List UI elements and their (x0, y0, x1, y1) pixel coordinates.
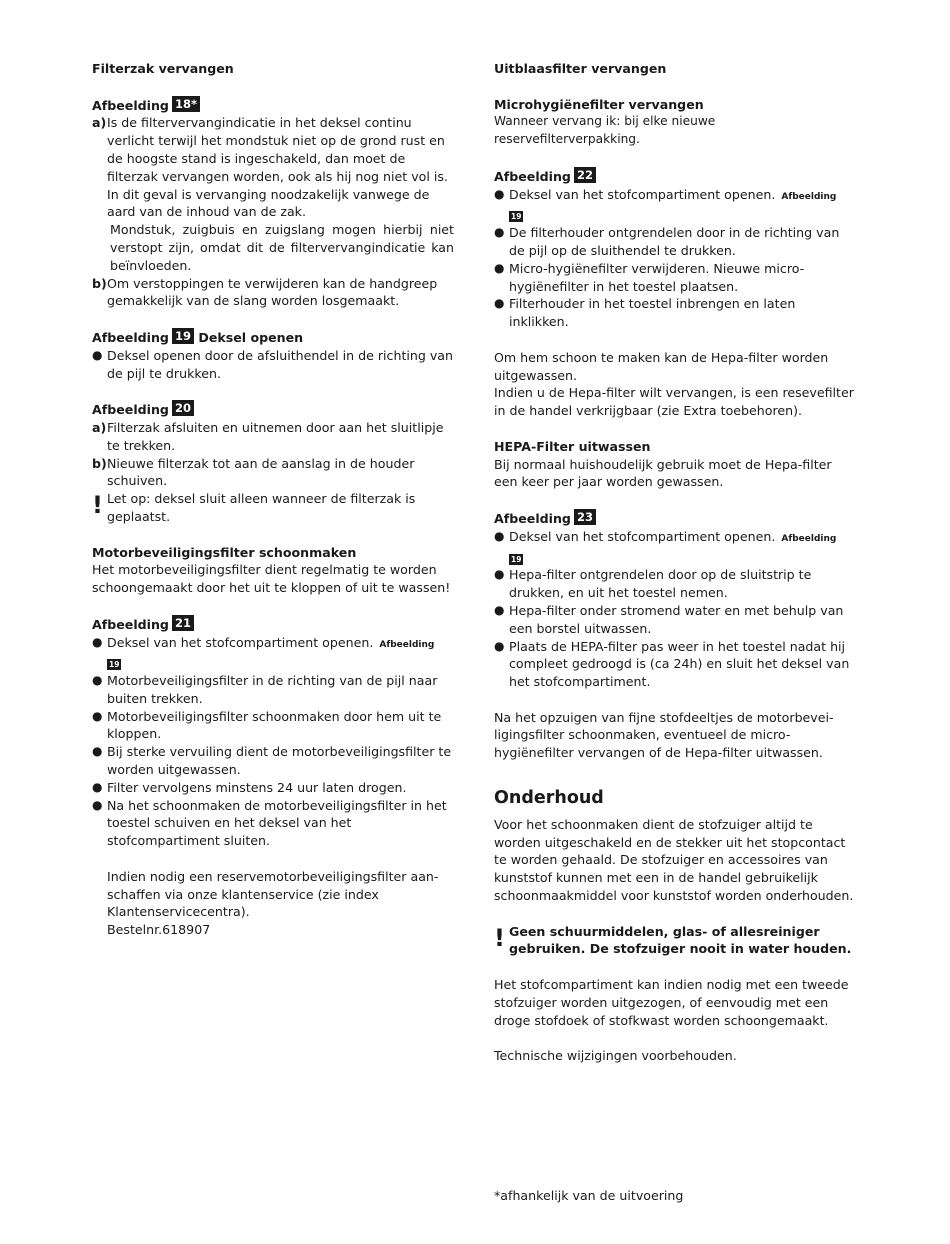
figure-label: Afbeelding (494, 510, 571, 526)
dust-compartment-text: Het stofcompartiment kan indien nodig met een tweede stofzuiger worden uitgezogen, of eenvoudig met een droge stofdoek of stofkwast worden schoongemaakt. (494, 977, 849, 1028)
figure-badge: 19 (172, 328, 194, 344)
fine-dust-text: Na het opzuigen van fijne stofdeeltjes de motorbevei-ligingsfilter schoonmaken, eventueel de micro-hygiënefilter vervangen of de Hepa-filter uitwassen. (494, 709, 834, 761)
order-number: Bestelnr.618907 (107, 922, 211, 938)
bullet-icon: ● (92, 347, 103, 362)
bullet-icon: ● (494, 225, 505, 240)
bullet-icon: ● (92, 797, 103, 812)
figure-badge: 21 (172, 615, 194, 631)
list-item-text: Hepa-filter ontgrendelen door op de sluitstrip te drukken, en uit het toestel nemen. (509, 567, 812, 601)
figure-ref-badge: 19 (109, 660, 120, 670)
figure-ref-badge: 19 (511, 554, 522, 564)
figure-badge: 20 (172, 400, 194, 416)
bullet-icon: ● (92, 779, 103, 794)
list-item (494, 224, 856, 260)
figure-18-heading (92, 96, 454, 115)
list-item-text: Motorbeveiligingsfilter schoonmaken door hem uit te kloppen. (107, 708, 442, 742)
figure-badge: 22 (574, 167, 596, 183)
bullet-icon: ● (494, 296, 505, 311)
list-item-text: De filterhouder ontgrendelen door in de richting van de pijl op de sluithendel te drukken. (509, 225, 840, 258)
motor-filter-heading: Motorbeveiligingsfilter schoonmaken (92, 544, 357, 560)
hepa-wash-heading: HEPA-Filter uitwassen (494, 438, 651, 454)
bullet-icon: ● (92, 673, 103, 688)
step-b (92, 275, 454, 311)
list-item (494, 186, 856, 225)
micro-filter-heading: Microhygiënefilter vervangen (494, 96, 704, 112)
list-item (92, 708, 454, 744)
footnote: *afhankelijk van de uitvoering (494, 1188, 684, 1203)
hepa-paragraph-1: Om hem schoon te maken kan de Hepa-filter worden uitgewassen. (494, 349, 829, 383)
list-item-text: Filter vervolgens minstens 24 uur laten drogen. (107, 779, 407, 795)
list-item-text: Deksel openen door de afsluithendel in de richting van de pijl te drukken. (107, 347, 454, 381)
hepa-paragraph-2: Indien u de Hepa-filter wilt vervangen, is een resevefilter in de handel verkrijgbaar (zie Extra toebehoren). (494, 385, 854, 419)
figure-badge: 23 (574, 509, 596, 525)
technical-changes-note: Technische wijzigingen voorbehouden. (494, 1048, 737, 1064)
list-item (494, 528, 856, 567)
bullet-icon: ● (494, 602, 505, 617)
bullet-icon: ● (92, 708, 103, 723)
list-item (92, 634, 454, 673)
step-text: Filterzak afsluiten en uitnemen door aan het sluitlipje te trekken. (107, 419, 444, 453)
list-item-text: Bij sterke vervuiling dient de motorbeveiligingsfilter te worden uitgewassen. (107, 744, 452, 778)
list-item (494, 295, 856, 331)
list-item-text: Micro-hygiënefilter verwijderen. Nieuwe micro-hygiënefilter in het toestel plaatsen. (509, 260, 805, 294)
figure-label: Afbeelding (92, 402, 169, 418)
bullet-icon: ● (494, 528, 505, 543)
step-letter: a) (92, 419, 107, 435)
warning-icon: ! (92, 491, 103, 520)
step-a (92, 114, 454, 274)
bullet-icon: ● (494, 638, 505, 653)
figure-22-heading (494, 167, 856, 186)
figure-ref-badge: 19 (511, 212, 522, 222)
figure-label: Afbeelding (92, 97, 169, 113)
figure-label: Afbeelding (494, 168, 571, 184)
list-item (494, 638, 856, 691)
exhaust-filter-heading: Uitblaasfilter vervangen (494, 61, 667, 76)
warning-note (494, 923, 856, 959)
list-item-text: Deksel van het stofcompartiment openen. (509, 186, 776, 202)
figure-badge: 18* (172, 96, 200, 112)
left-column (92, 60, 454, 939)
filterzak-heading: Filterzak vervangen (92, 61, 234, 76)
bullet-icon: ● (494, 567, 505, 582)
step-letter: a) (92, 115, 107, 131)
list-item (92, 347, 454, 383)
figure-ref: Afbeelding (781, 533, 837, 544)
step-letter: b) (92, 455, 107, 471)
reserve-filter-note: Indien nodig een reservemotorbeveiligingsfilter aan-schaffen via onze klantenservice (zie index Klantenservicecentra). (107, 868, 439, 920)
warning-text: Let op: deksel sluit alleen wanneer de filterzak is geplaatst. (107, 491, 416, 524)
list-item-text: Hepa-filter onder stromend water en met behulp van een borstel uitwassen. (509, 602, 844, 636)
list-item (494, 260, 856, 296)
bullet-icon: ● (494, 260, 505, 275)
figure-19-heading (92, 328, 454, 347)
list-item (92, 743, 454, 779)
list-item-text: Plaats de HEPA-filter pas weer in het toestel nadat hij compleet gedroogd is (ca 24h) en sluit het deksel van het stofcompartiment. (509, 638, 850, 690)
list-item-text: Deksel van het stofcompartiment openen. (509, 528, 776, 544)
maintenance-text: Voor het schoonmaken dient de stofzuiger altijd te worden uitgeschakeld en de stekker uit het stopcontact te worden gehaald. De stofzuiger en accessoires van kunststof kunnen met een in de handel gebruikelijk schoonmaakmiddel voor kunststof worden onderhouden. (494, 816, 854, 904)
step-text-2: Mondstuk, zuigbuis en zuigslang mogen hierbij niet verstopt zijn, omdat dit de filtervervangindicatie kan beïnvloeden. (110, 222, 454, 273)
motor-filter-text: Het motorbeveiligingsfilter dient regelmatig te worden schoongemaakt door het uit te kloppen of uit te wassen! (92, 562, 451, 596)
list-item (92, 779, 454, 797)
list-item (92, 672, 454, 708)
list-item (494, 602, 856, 638)
step-letter: b) (92, 275, 107, 291)
list-item-text: Motorbeveiligingsfilter in de richting van de pijl naar buiten trekken. (107, 673, 438, 706)
bullet-icon: ● (92, 634, 103, 649)
list-item-text: Filterhouder in het toestel inbrengen en laten inklikken. (509, 296, 796, 330)
step-text: Nieuwe filterzak tot aan de aanslag in de houder schuiven. (107, 455, 415, 489)
hepa-wash-text: Bij normaal huishoudelijk gebruik moet de Hepa-filter een keer per jaar worden gewassen. (494, 456, 832, 490)
list-item (92, 797, 454, 850)
maintenance-heading: Onderhoud (494, 787, 604, 808)
figure-ref: Afbeelding (379, 639, 435, 650)
figure-label: Afbeelding (92, 616, 169, 632)
list-item-text: Deksel van het stofcompartiment openen. (107, 634, 374, 650)
list-item-text: Na het schoonmaken de motorbeveiligingsfilter in het toestel schuiven en het deksel van het stofcompartiment sluiten. (107, 797, 447, 849)
figure-20-heading (92, 400, 454, 419)
bullet-icon: ● (92, 744, 103, 759)
figure-label: Afbeelding (92, 329, 169, 345)
list-item (494, 566, 856, 602)
warning-note (92, 490, 454, 526)
figure-21-heading (92, 615, 454, 634)
right-column (494, 60, 856, 1065)
warning-icon: ! (494, 923, 505, 952)
figure-title: Deksel openen (198, 329, 304, 345)
warning-text: Geen schuurmiddelen, glas- of allesreiniger gebruiken. De stofzuiger nooit in water houden. (509, 923, 852, 957)
step-a (92, 419, 454, 455)
bullet-icon: ● (494, 186, 505, 201)
step-text: Om verstoppingen te verwijderen kan de handgreep gemakkelijk van de slang worden losgemaakt. (107, 275, 438, 309)
step-b (92, 455, 454, 491)
figure-23-heading (494, 509, 856, 528)
step-text: Is de filtervervangindicatie in het deksel continu verlicht terwijl het mondstuk niet op de grond rust en de hoogste stand is ingeschakeld, dan moet de filterzak vervangen worden, ook als hij nog niet vol is. In dit geval is vervanging noodzakelijk vanwege de aard van de inhoud van de zak. (107, 115, 448, 220)
figure-ref: Afbeelding (781, 191, 837, 202)
micro-filter-text: Wanneer vervang ik: bij elke nieuwe reservefilterverpakking. (494, 114, 716, 147)
